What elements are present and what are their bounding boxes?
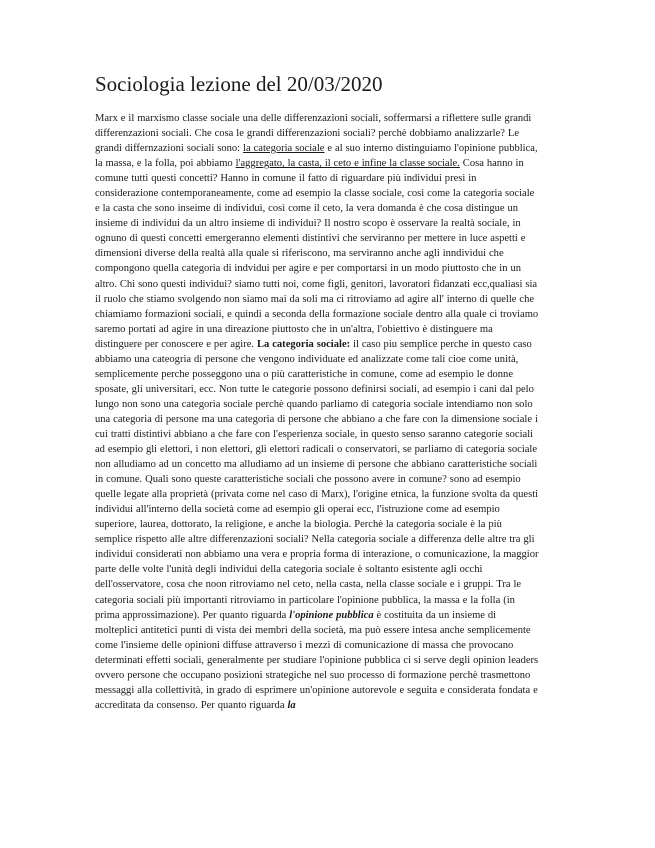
body-run: è costituita da un insieme di molteplici antitetici punti di vista dei membri della società, ma può essere intesa anche semplicemente come l'insieme delle opinioni diffuse attraverso i mezzi di comunicazione di massa che provocano determinati effetti sociali, generalmente per studiare l'opinione pubblica ci si serve degli opinion leaders ovvero persone che occupano posizioni strategiche nel suo processo di formazione perchè trasmettono messaggi alla collettività, in grado di esprimere un'opinione autorevole e seguita e considerata fondata e accreditata da consenso. Per quanto riguarda xyxy=(95,609,539,711)
term-opinione-pubblica: l'opinione pubblica xyxy=(289,609,374,621)
heading-categoria-sociale: La categoria sociale: xyxy=(256,338,351,350)
document-body xyxy=(95,111,540,713)
body-run: Cosa hanno in comune tutti questi concetti? Hanno in comune il fatto di riguardare più individui presi in considerazione contemporaneamente, come ad esempio la classe sociale, così come la categoria sociale e la casta che sono inseime di individui, così come il ceto, la vera domanda è che cosa distingue un insieme di individui da un altro insieme di individui? Il nostro scopo è osservare la realtà sociale, in ognuno di questi concetti emergeranno elementi distintivi che serviranno per mettere in luce aspetti e dimensioni diverse della realtà alla quale si riferiscono, ma serviranno anche agli inndividui che compongono quella categoria di indvidui per agire e per comportarsi in un modo piuttosto che in un altro. Chi sono questi individui? siamo tutti noi, come figli, genitori, lavoratori fidanzati ecc,qualiasi sia il ruolo che stiamo svolgendo non siamo mai da soli ma ci ritroviamo ad agire all' interno di quelle che chiamiamo formazioni sociali, e quindi a seconda della formazione sociale dentro alla quale ci troviamo saremo portati ad agire in una direazione piuttosto che in un'altra, l'obiettivo è distinguere ma distinguere per conoscere e per agire. xyxy=(95,158,539,350)
term-list-aggregato-casta-ceto-classe: l'aggregato, la casta, il ceto e infine la classe sociale. xyxy=(235,158,460,170)
body-run: il caso piu semplice perche in questo caso abbiamo una cateogria di persone che vengono individuate ed analizzate come tali cioe come unità, semplicemente perche posseggono una o più caratteristiche in comune, come ad esempio le donne sposate, gli universitari, ecc. Non tutte le categorie possono definirsi sociali, ad esempio i cani dal pelo lungo non sono una categoria sociale perchè quando parliamo di categoria sociale intendiamo non solo una categoria di persone ma una categoria di persone che abbiano a che fare con la dimensione sociale i cui tratti distintivi abbiano a che fare con l'esperienza sociale, in questo senso saranno categorie sociali ad esempio gli elettori, i non elettori, gli elettori radicali o conservatori, se parliamo di categoria sociale non alludiamo ad un concetto ma alludiamo ad un insieme di persone che abbiano caratteristiche sociali in comune. Quali sono queste caratteristiche sociali che possono avere in comune? sono ad esempio quelle legate alla proprietà (privata come nel caso di Marx), l'origine etnica, la funzione svolta da questi individui all'interno della società come ad esempio gli operai ecc, l'istruzione come ad esempio superiore, laurea, dottorato, la religione, e anche la biologia. Perchè la categoria sociale è la più semplice rispetto alle altre differenzazioni sociali? Nella categoria sociale a differenza delle altre tra gli individui considerati non abbiamo una vera e propria forma di interazione, o comunicazione, la maggior parte delle volte l'unità degli individui della categoria sociale è soltanto esistente agli occhi dell'osservatore, cosa che noon ritroviamo nel ceto, nella casta, nella classe sociale e i gruppi. Tra le categoria sociali più importanti ritroviamo in particolare l'opinione pubblica, la massa e la folla (in prima approssimazione). Per quanto riguarda xyxy=(95,338,539,621)
body-run: e al suo interno distinguiamo l'opinione pubblica, la massa, e la folla, poi abbiamo xyxy=(95,143,538,170)
term-categoria-sociale: la categoria sociale xyxy=(243,143,325,155)
term-la: la xyxy=(287,699,296,711)
document-title: Sociologia lezione del 20/03/2020 xyxy=(95,72,383,96)
body-run: Marx e il marxismo classe sociale una delle differenzazioni sociali, soffermarsi a riflettere sulle grandi differenzazioni sociali. Che cosa le grandi differenzazioni sociali? perchè dobbiamo analizzarle? Le grandi differnzazioni sociali sono: xyxy=(95,113,532,155)
